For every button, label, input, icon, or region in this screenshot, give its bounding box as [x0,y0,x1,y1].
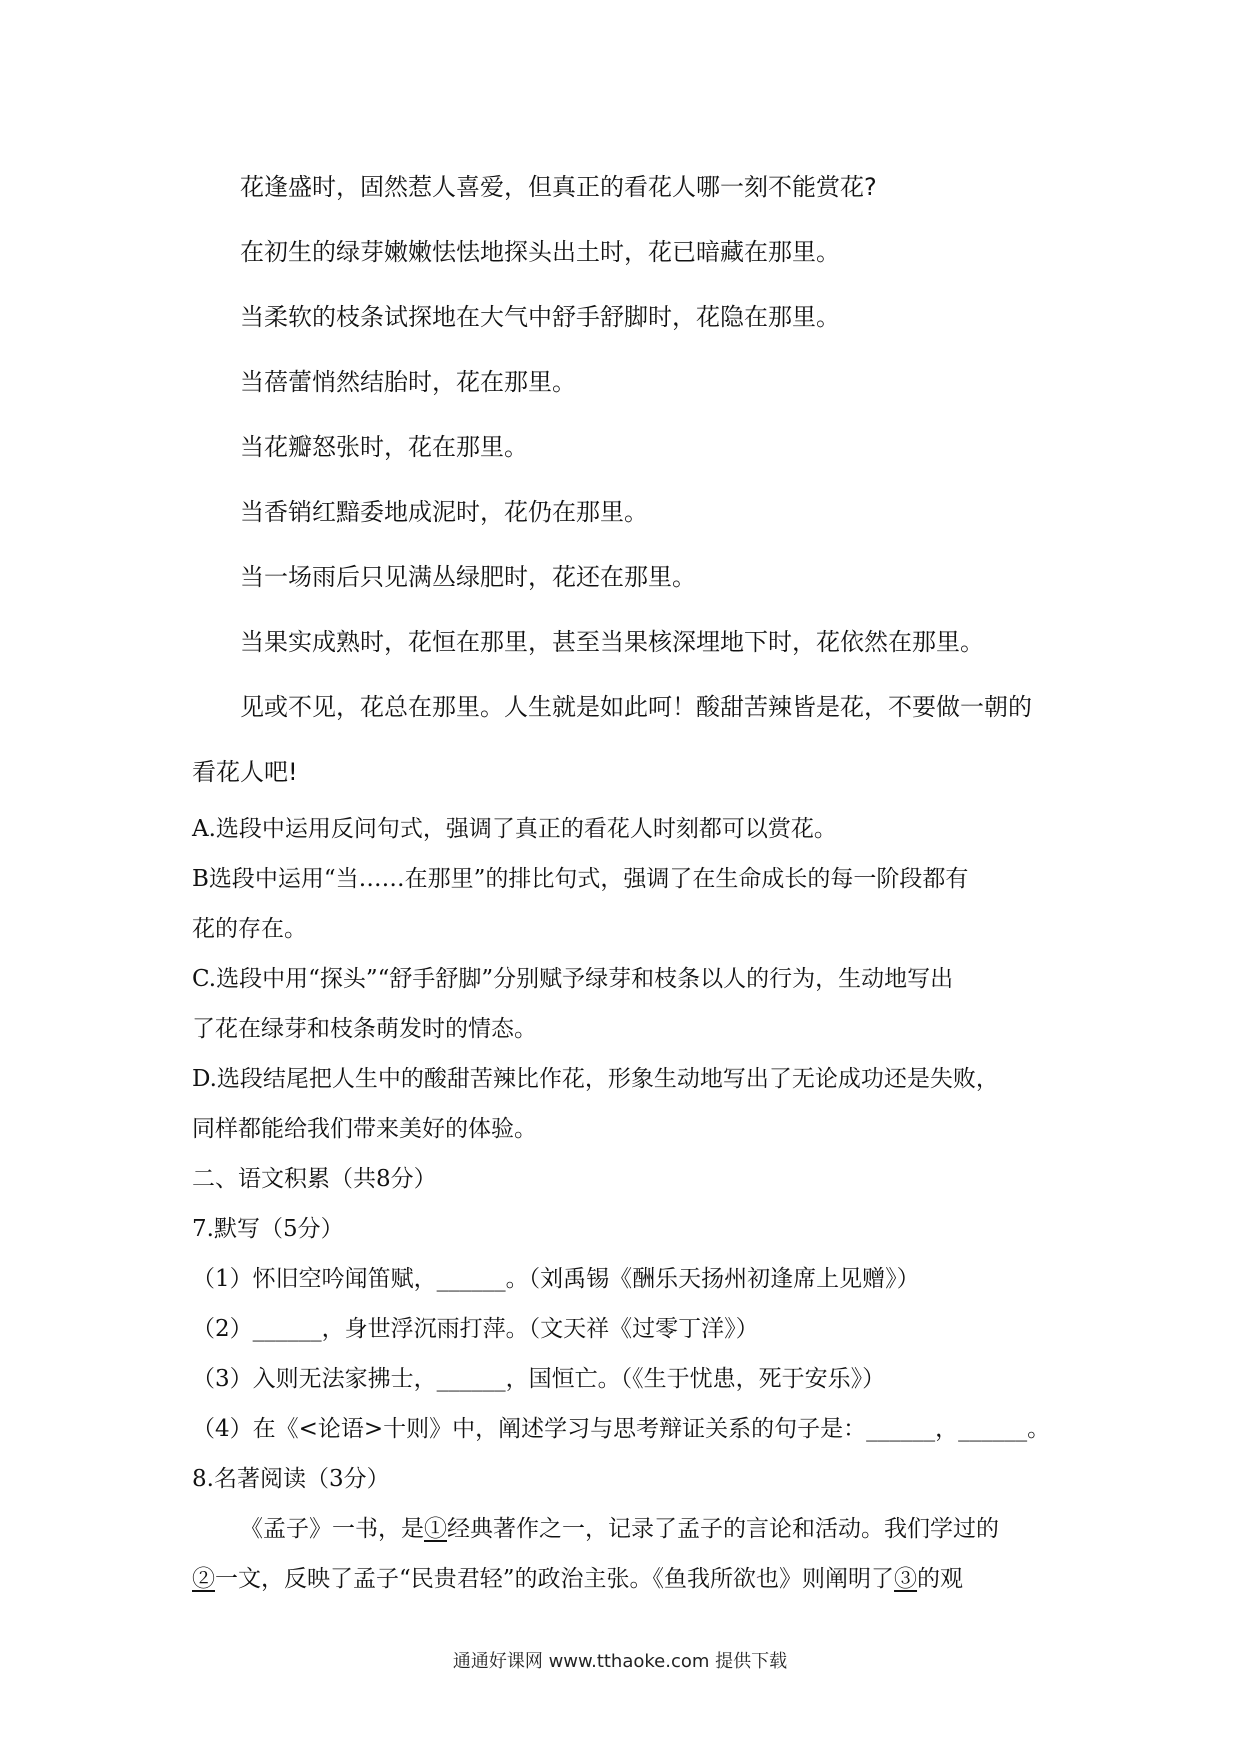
poem-line: 花逢盛时，固然惹人喜爱，但真正的看花人哪一刻不能赏花? [240,173,877,201]
option-b-cont: 花的存在。 [192,916,307,942]
poem-line: 在初生的绿芽嫩嫩怯怯地探头出土时，花已暗藏在那里。 [240,238,840,266]
footer-watermark: 通通好课网 www.tthaoke.com 提供下载 [452,1651,788,1672]
question-8-text: 经典著作之一，记录了孟子的言论和活动。我们学过的 [447,1516,999,1542]
question-7-item: （1）怀旧空吟闻笛赋，______。（刘禹锡《酬乐天扬州初逢席上见赠》） [192,1266,920,1292]
question-7-item: （3）入则无法家拂士，______，国恒亡。（《生于忧患，死于安乐》） [192,1366,886,1392]
poem-line: 见或不见，花总在那里。人生就是如此呵！酸甜苦辣皆是花，不要做一朝的 [240,693,1032,721]
option-c-cont: 了花在绿芽和枝条萌发时的情态。 [192,1016,537,1042]
poem-line: 当香销红黯委地成泥时，花仍在那里。 [240,498,648,526]
poem-line: 当果实成熟时，花恒在那里，甚至当果核深埋地下时，花依然在那里。 [240,628,984,656]
poem-line: 当柔软的枝条试探地在大气中舒手舒脚时，花隐在那里。 [240,303,840,331]
question-8-paragraph [240,1518,999,1541]
section-heading: 二、语文积累（共8分） [192,1166,437,1192]
option-b: B选段中运用“当……在那里”的排比句式，强调了在生命成长的每一阶段都有 [192,866,969,892]
poem-line: 当一场雨后只见满丛绿肥时，花还在那里。 [240,563,696,591]
blank-marker: ③ [894,1566,918,1592]
option-c: C.选段中用“探头”“舒手舒脚”分别赋予绿芽和枝条以人的行为，生动地写出 [192,966,954,992]
poem-line: 当花瓣怒张时，花在那里。 [240,433,528,461]
question-7-item: （4）在《<论语>十则》中，阐述学习与思考辩证关系的句子是：______，______。 [192,1416,1051,1442]
poem-line: 看花人吧! [192,758,298,786]
question-8-text: 《孟子》一书，是 [240,1516,424,1542]
question-8-text: 一文，反映了孟子“民贵君轻”的政治主张。《鱼我所欲也》则阐明了 [215,1566,895,1592]
question-7-title: 7.默写（5分） [192,1216,344,1242]
question-8-paragraph-cont [192,1568,963,1591]
question-7-item: （2）______，身世浮沉雨打萍。（文天祥《过零丁洋》） [192,1316,759,1342]
option-d: D.选段结尾把人生中的酸甜苦辣比作花，形象生动地写出了无论成功还是失败， [192,1066,999,1092]
question-8-title: 8.名著阅读（3分） [192,1466,390,1492]
poem-line: 当蓓蕾悄然结胎时，花在那里。 [240,368,576,396]
option-d-cont: 同样都能给我们带来美好的体验。 [192,1116,537,1142]
blank-marker: ② [192,1566,215,1592]
option-a: A.选段中运用反问句式，强调了真正的看花人时刻都可以赏花。 [192,816,837,842]
question-8-text: 的观 [917,1566,964,1592]
blank-marker: ① [424,1516,447,1542]
